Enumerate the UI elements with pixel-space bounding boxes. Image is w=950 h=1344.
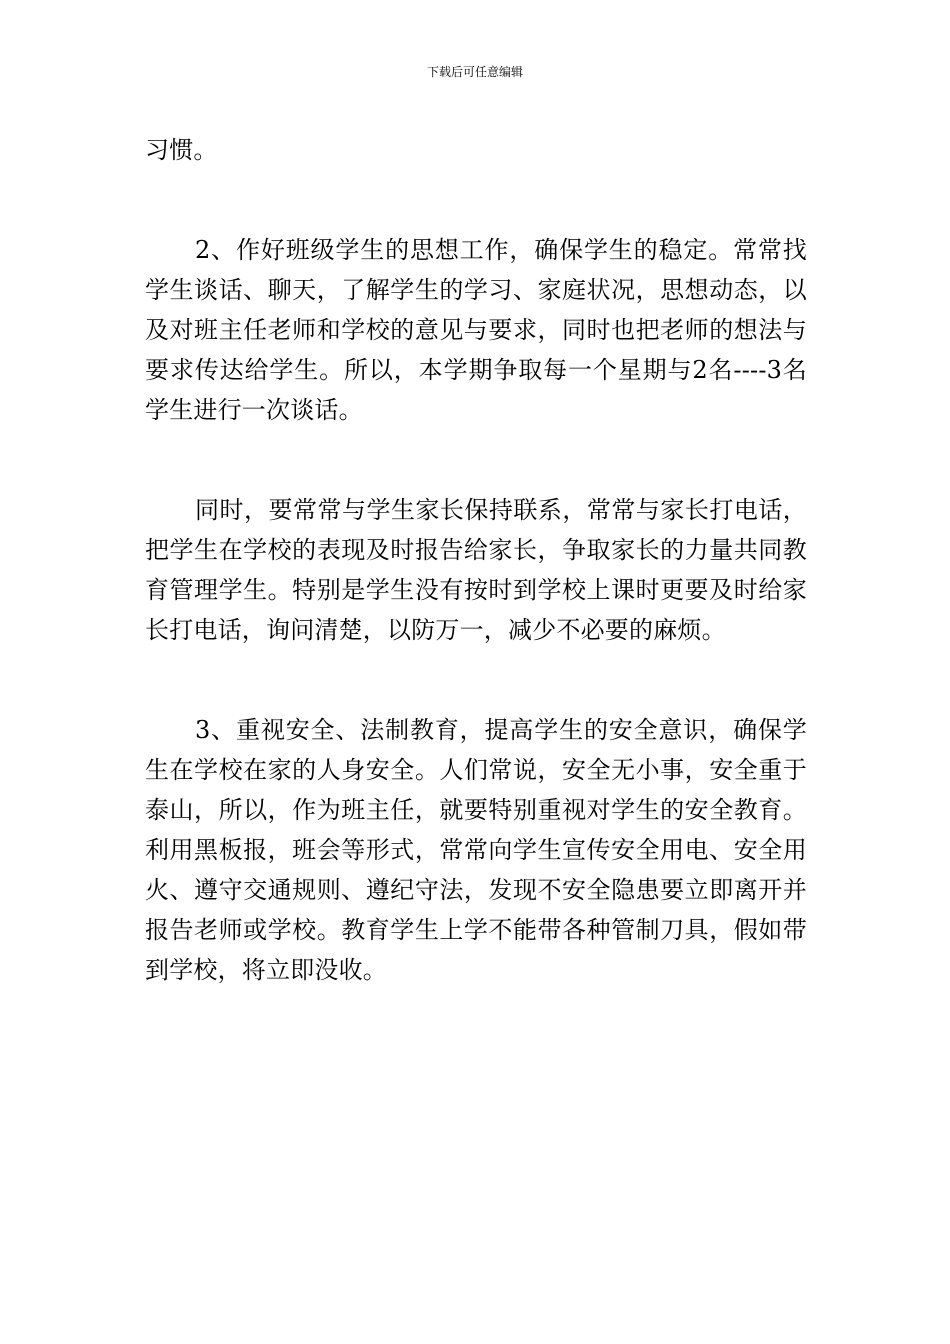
paragraph-continuation: 习惯。: [145, 136, 218, 164]
document-body: [145, 130, 807, 990]
page-header-note: 下载后可任意编辑: [426, 65, 523, 79]
paragraph-item-3: 3、重视安全、法制教育，提高学生的安全意识，确保学生在学校在家的人身安全。人们常说，安全无小事，安全重于泰山，所以，作为班主任，就要特别重视对学生的安全教育。利用黑板报，班会等形式，常常向学生宣传安全用电、安全用火、遵守交通规则、遵纪守法，发现不安全隐患要立即离开并报告老师或学校。教育学生上学不能带各种管制刀具，假如带到学校，将立即没收。: [145, 716, 807, 984]
paragraph-parent-contact: 同时，要常常与学生家长保持联系，常常与家长打电话，把学生在学校的表现及时报告给家长，争取家长的力量共同教育管理学生。特别是学生没有按时到学校上课时更要及时给家长打电话，询问清楚，以防万一，减少不必要的麻烦。: [145, 496, 807, 644]
paragraph-item-2: 2、作好班级学生的思想工作，确保学生的稳定。常常找学生谈话、聊天，了解学生的学习、家庭状况，思想动态，以及对班主任老师和学校的意见与要求，同时也把老师的想法与要求传达给学生。所以，本学期争取每一个星期与2名----3名学生进行一次谈话。: [145, 236, 807, 424]
